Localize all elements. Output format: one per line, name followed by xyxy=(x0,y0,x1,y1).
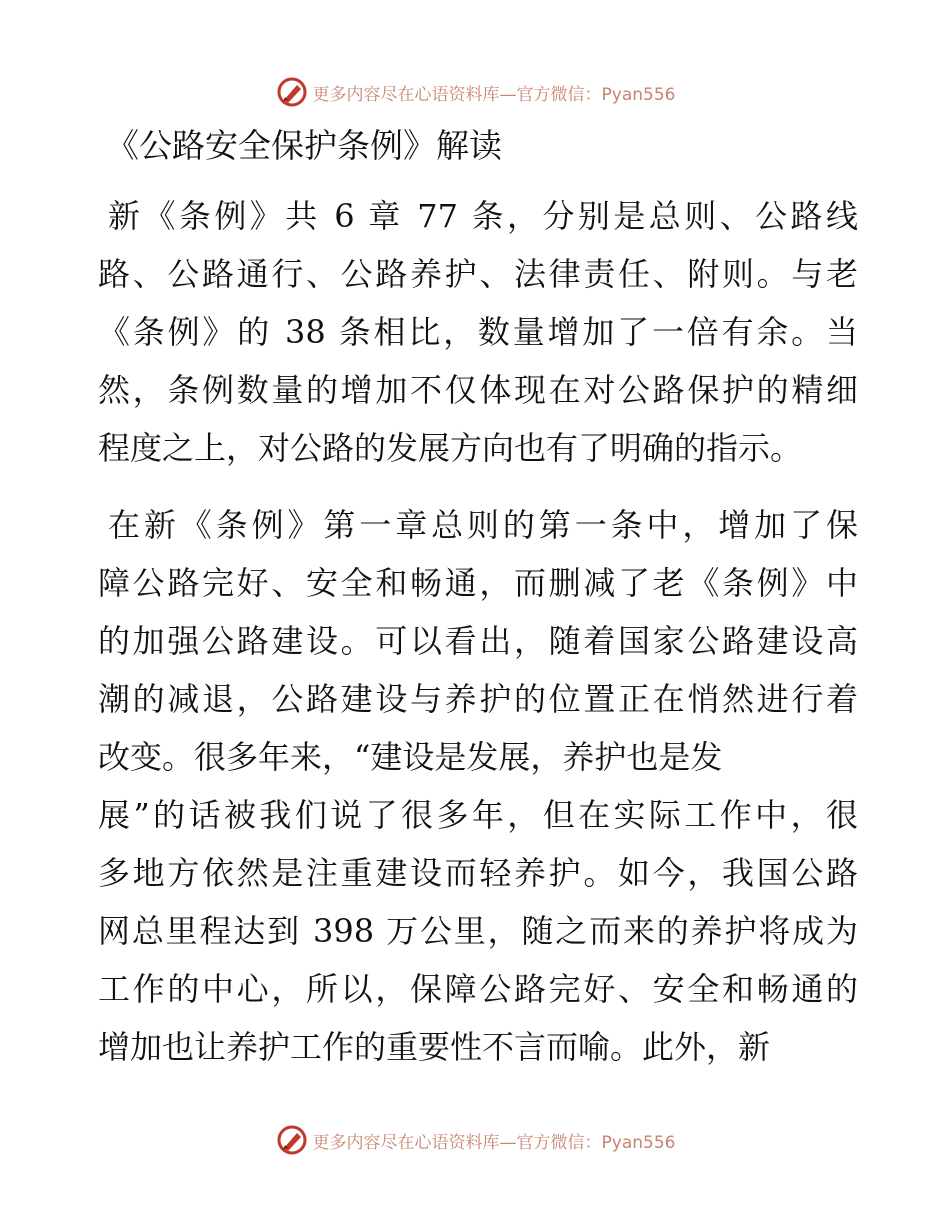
pen-nib-logo-icon xyxy=(275,75,309,109)
paragraph-line: 路、公路通行、公路养护、法律责任、附则。与老 xyxy=(98,255,858,293)
watermark-text: 更多内容尽在心语资料库—官方微信：Pyan556 xyxy=(312,84,676,105)
paragraph-line: 障公路完好、安全和畅通，而删减了老《条例》中 xyxy=(98,564,858,602)
paragraph-line: 增加也让养护工作的重要性不言而喻。此外，新 xyxy=(98,1028,771,1066)
paragraph-line: 改变。很多年来，“建设是发展，养护也是发 xyxy=(98,738,723,776)
document-title: 《公路安全保护条例》解读 xyxy=(106,126,502,165)
paragraph-line: 然，条例数量的增加不仅体现在对公路保护的精细 xyxy=(98,371,858,409)
paragraph-line: 在新《条例》第一章总则的第一条中，增加了保 xyxy=(108,506,858,544)
paragraph-line: 展”的话被我们说了很多年，但在实际工作中，很 xyxy=(98,796,858,834)
paragraph-1 xyxy=(98,187,858,477)
paragraph-line: 新《条例》共 6 章 77 条，分别是总则、公路线 xyxy=(108,197,858,235)
watermark-text: 更多内容尽在心语资料库—官方微信：Pyan556 xyxy=(312,1132,676,1153)
watermark-header xyxy=(0,72,950,112)
watermark-footer xyxy=(0,1120,950,1160)
paragraph-line: 的加强公路建设。可以看出，随着国家公路建设高 xyxy=(98,622,858,660)
paragraph-line: 工作的中心，所以，保障公路完好、安全和畅通的 xyxy=(98,970,858,1008)
pen-nib-logo-icon xyxy=(275,1123,309,1157)
paragraph-line: 程度之上，对公路的发展方向也有了明确的指示。 xyxy=(98,429,803,467)
paragraph-line: 《条例》的 38 条相比，数量增加了一倍有余。当 xyxy=(98,313,858,351)
paragraph-line: 多地方依然是注重建设而轻养护。如今，我国公路 xyxy=(98,854,858,892)
paragraph-2 xyxy=(98,496,858,1076)
paragraph-line: 网总里程达到 398 万公里，随之而来的养护将成为 xyxy=(98,912,858,950)
paragraph-line: 潮的减退，公路建设与养护的位置正在悄然进行着 xyxy=(98,680,858,718)
